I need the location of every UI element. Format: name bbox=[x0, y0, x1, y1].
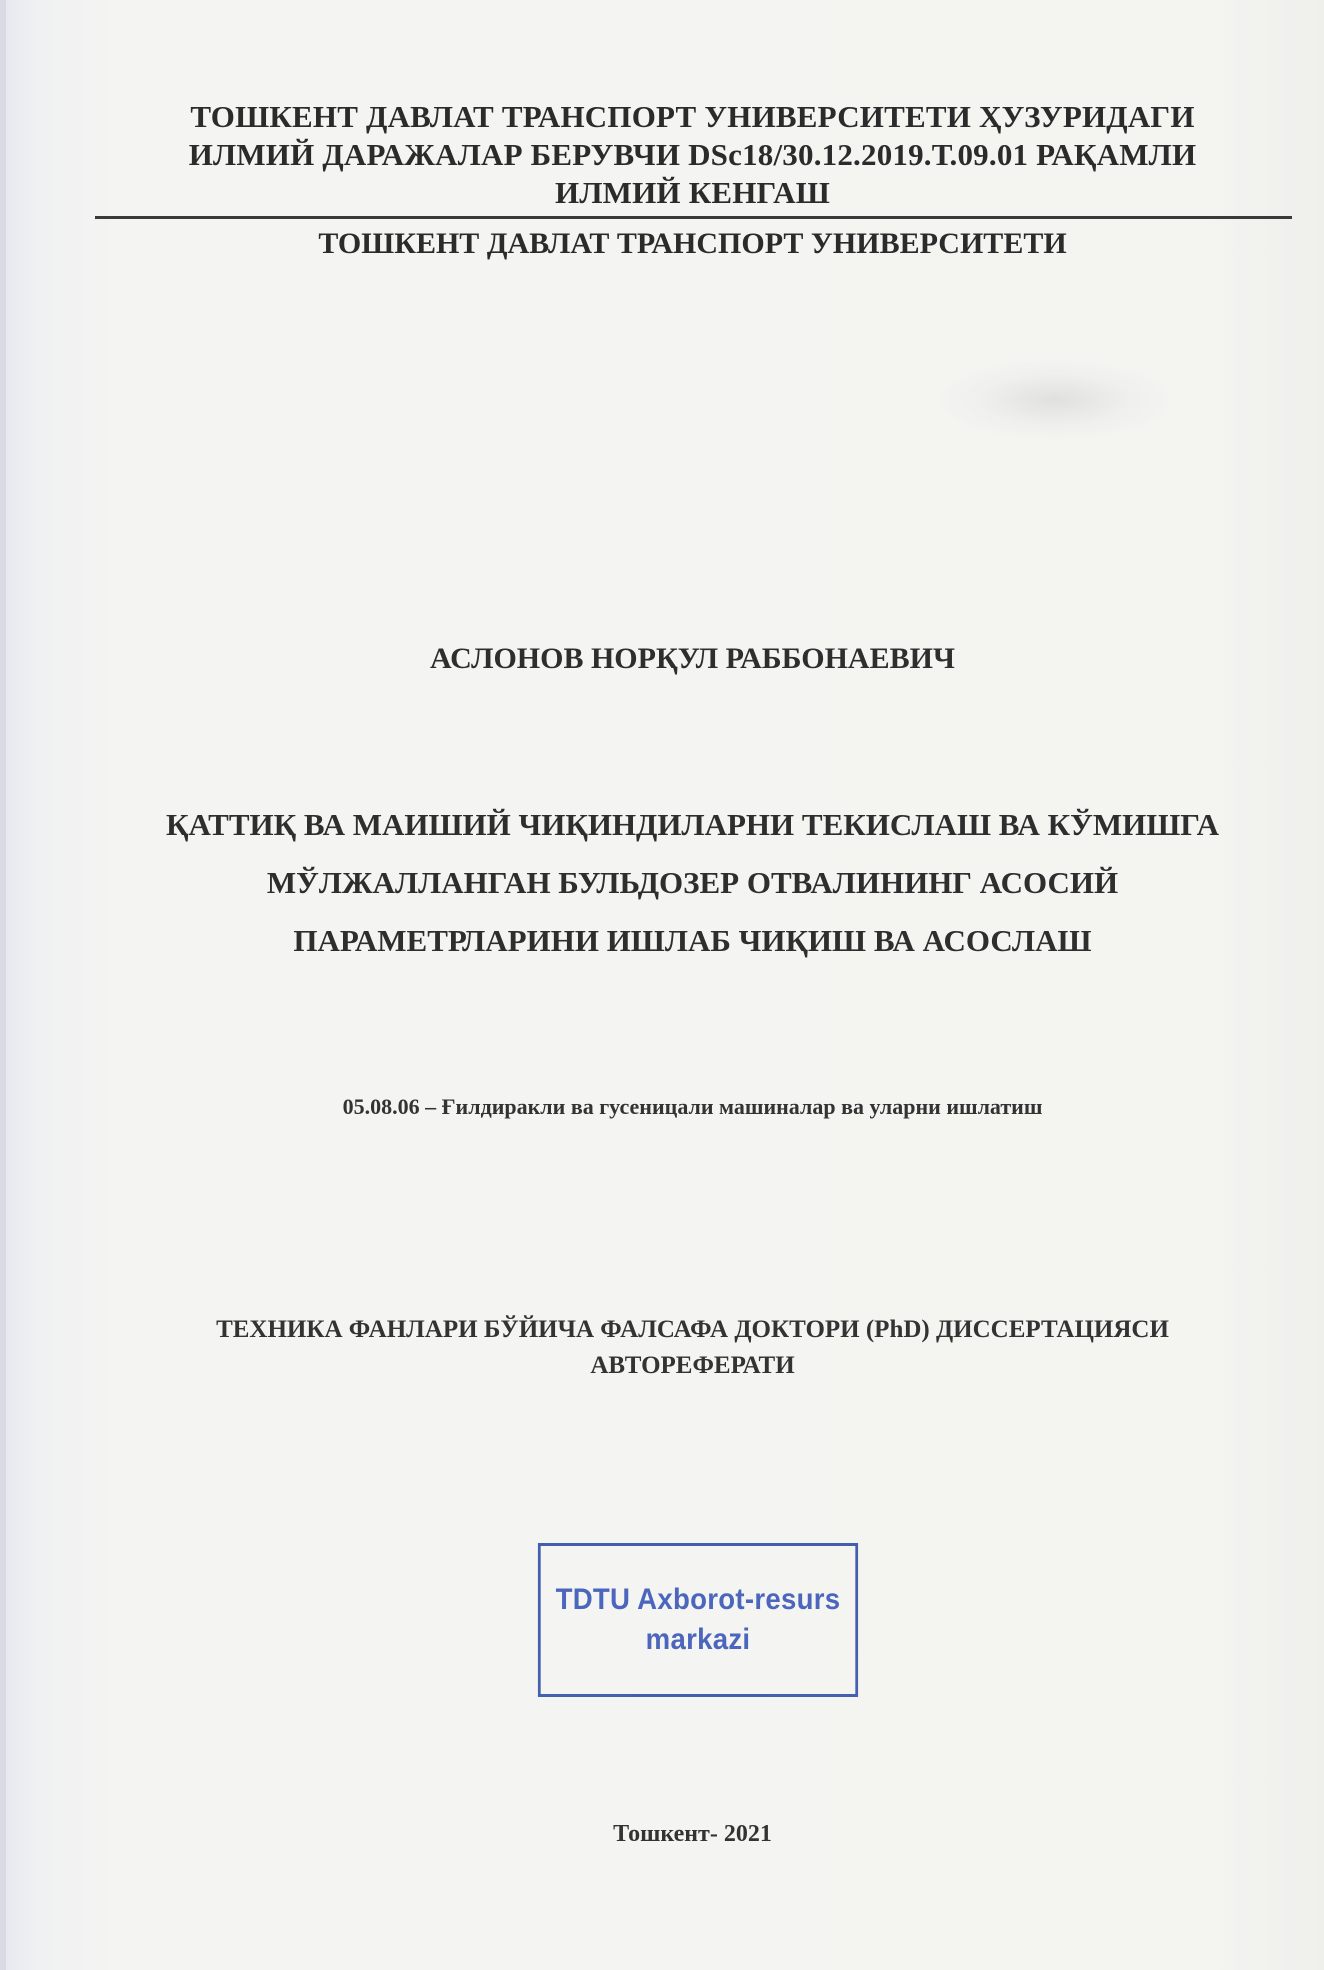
place-and-year: Тошкент- 2021 bbox=[613, 1821, 772, 1847]
degree-statement bbox=[95, 1312, 1290, 1384]
author-name: АСЛОНОВ НОРҚУЛ РАББОНАЕВИЧ bbox=[430, 642, 955, 675]
council-header bbox=[95, 98, 1290, 212]
title-line-3: ПАРАМЕТРЛАРИНИ ИШЛАБ ЧИҚИШ ВА АСОСЛАШ bbox=[293, 923, 1092, 958]
stamp-line-1: TDTU Axborot-resurs bbox=[555, 1583, 841, 1616]
faded-stamp-mark bbox=[940, 360, 1170, 440]
council-header-line-1: ТОШКЕНТ ДАВЛАТ ТРАНСПОРТ УНИВЕРСИТЕТИ ҲУЗУРИДАГИ bbox=[190, 99, 1195, 134]
stamp-line-2: markazi bbox=[645, 1623, 751, 1656]
library-stamp bbox=[538, 1543, 858, 1697]
dissertation-title bbox=[95, 796, 1290, 970]
council-header-line-2: ИЛМИЙ ДАРАЖАЛАР БЕРУВЧИ DSc18/30.12.2019.Т.09.01 РАҚАМЛИ bbox=[188, 137, 1197, 172]
title-line-1: ҚАТТИҚ ВА МАИШИЙ ЧИҚИНДИЛАРНИ ТЕКИСЛАШ ВА КЎМИШГА bbox=[166, 807, 1219, 842]
university-name: ТОШКЕНТ ДАВЛАТ ТРАНСПОРТ УНИВЕРСИТЕТИ bbox=[318, 227, 1067, 260]
title-line-2: МЎЛЖАЛЛАНГАН БУЛЬДОЗЕР ОТВАЛИНИНГ АСОСИЙ bbox=[266, 865, 1119, 900]
header-divider bbox=[95, 216, 1292, 219]
degree-line-1: ТЕХНИКА ФАНЛАРИ БЎЙИЧА ФАЛСАФА ДОКТОРИ (PhD) ДИССЕРТАЦИЯСИ bbox=[216, 1316, 1169, 1343]
degree-line-2: АВТОРЕФЕРАТИ bbox=[590, 1352, 795, 1379]
council-header-line-3: ИЛМИЙ КЕНГАШ bbox=[555, 175, 830, 210]
page-edge bbox=[0, 0, 6, 1970]
specialty-code: 05.08.06 – Ғилдиракли ва гусеницали машиналар ва уларни ишлатиш bbox=[342, 1094, 1043, 1119]
